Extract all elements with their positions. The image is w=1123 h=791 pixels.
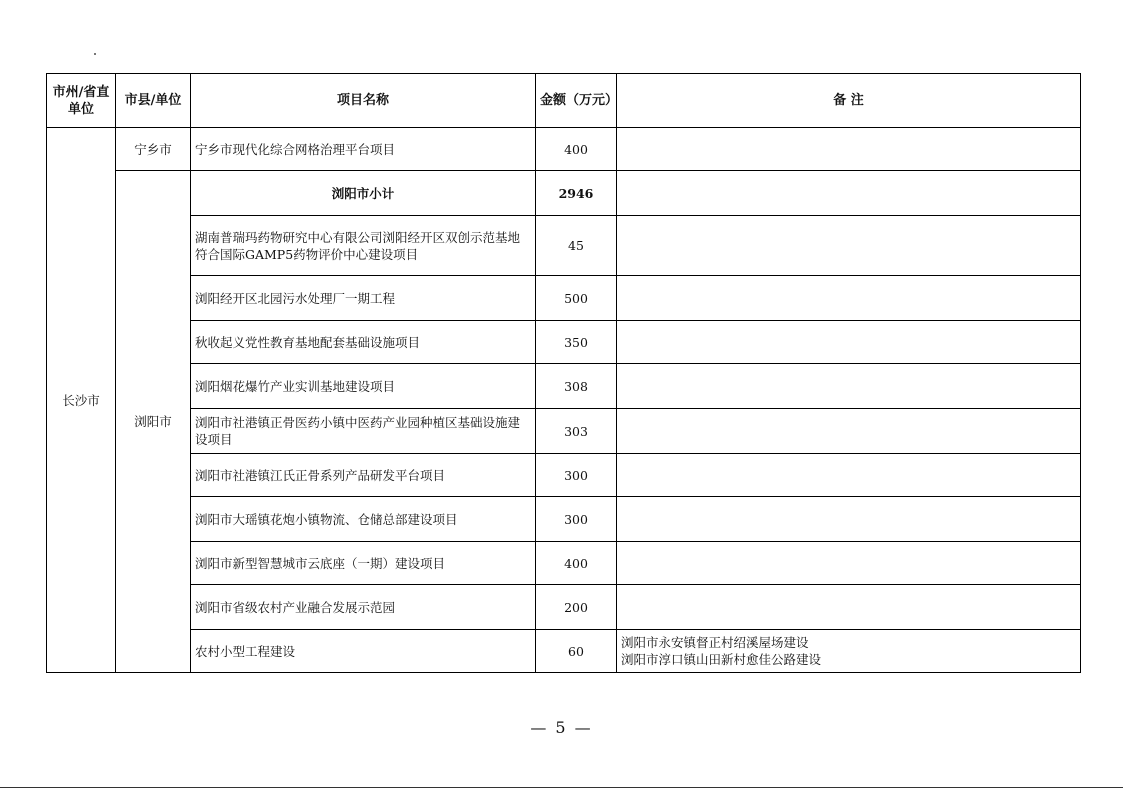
county-cell: 宁乡市 xyxy=(116,128,191,171)
project-cell: 浏阳市大瑶镇花炮小镇物流、仓储总部建设项目 xyxy=(191,497,536,542)
header-city: 市州/省直单位 xyxy=(47,74,116,128)
subtotal-row xyxy=(47,171,1081,216)
amount-cell: 500 xyxy=(536,276,617,321)
amount-cell: 200 xyxy=(536,585,617,630)
county-cell: 浏阳市 xyxy=(116,171,191,673)
table-row xyxy=(47,497,1081,542)
amount-cell: 45 xyxy=(536,216,617,276)
remark-cell xyxy=(617,171,1081,216)
table-row xyxy=(47,585,1081,630)
remark-cell xyxy=(617,276,1081,321)
project-table xyxy=(46,73,1081,673)
project-cell: 浏阳市社港镇江氏正骨系列产品研发平台项目 xyxy=(191,454,536,497)
project-cell: 湖南普瑞玛药物研究中心有限公司浏阳经开区双创示范基地符合国际GAMP5药物评价中心建设项目 xyxy=(191,216,536,276)
remark-cell xyxy=(617,497,1081,542)
subtotal-label: 浏阳市小计 xyxy=(191,171,536,216)
amount-cell: 60 xyxy=(536,630,617,673)
project-cell: 秋收起义党性教育基地配套基础设施项目 xyxy=(191,321,536,364)
project-cell: 农村小型工程建设 xyxy=(191,630,536,673)
table-row xyxy=(47,321,1081,364)
project-cell: 浏阳经开区北园污水处理厂一期工程 xyxy=(191,276,536,321)
header-project: 项目名称 xyxy=(191,74,536,128)
table-row xyxy=(47,454,1081,497)
project-cell: 浏阳市新型智慧城市云底座（一期）建设项目 xyxy=(191,542,536,585)
amount-cell: 400 xyxy=(536,542,617,585)
remark-cell xyxy=(617,128,1081,171)
funding-table xyxy=(46,73,1080,671)
scan-speck xyxy=(94,53,96,55)
table-row xyxy=(47,409,1081,454)
remark-cell xyxy=(617,321,1081,364)
header-remark: 备 注 xyxy=(617,74,1081,128)
amount-cell: 308 xyxy=(536,364,617,409)
header-row xyxy=(47,74,1081,128)
remark-cell xyxy=(617,542,1081,585)
amount-cell: 303 xyxy=(536,409,617,454)
page-number: — 5 — xyxy=(530,718,593,737)
amount-cell: 400 xyxy=(536,128,617,171)
project-cell: 浏阳市社港镇正骨医药小镇中医药产业园种植区基础设施建设项目 xyxy=(191,409,536,454)
amount-cell: 300 xyxy=(536,454,617,497)
subtotal-amount: 2946 xyxy=(536,171,617,216)
remark-cell xyxy=(617,454,1081,497)
project-cell: 浏阳烟花爆竹产业实训基地建设项目 xyxy=(191,364,536,409)
project-cell: 浏阳市省级农村产业融合发展示范园 xyxy=(191,585,536,630)
page-edge-line xyxy=(0,787,1123,788)
remark-cell xyxy=(617,216,1081,276)
table-row xyxy=(47,128,1081,171)
table-row xyxy=(47,276,1081,321)
city-cell: 长沙市 xyxy=(47,128,116,673)
remark-cell: 浏阳市永安镇督正村绍溪屋场建设 浏阳市淳口镇山田新村愈佳公路建设 xyxy=(617,630,1081,673)
header-county: 市县/单位 xyxy=(116,74,191,128)
table-row xyxy=(47,364,1081,409)
header-amount: 金额（万元） xyxy=(536,74,617,128)
table-row xyxy=(47,630,1081,673)
table-row xyxy=(47,542,1081,585)
amount-cell: 350 xyxy=(536,321,617,364)
project-cell: 宁乡市现代化综合网格治理平台项目 xyxy=(191,128,536,171)
remark-cell xyxy=(617,409,1081,454)
amount-cell: 300 xyxy=(536,497,617,542)
remark-cell xyxy=(617,364,1081,409)
remark-cell xyxy=(617,585,1081,630)
table-row xyxy=(47,216,1081,276)
